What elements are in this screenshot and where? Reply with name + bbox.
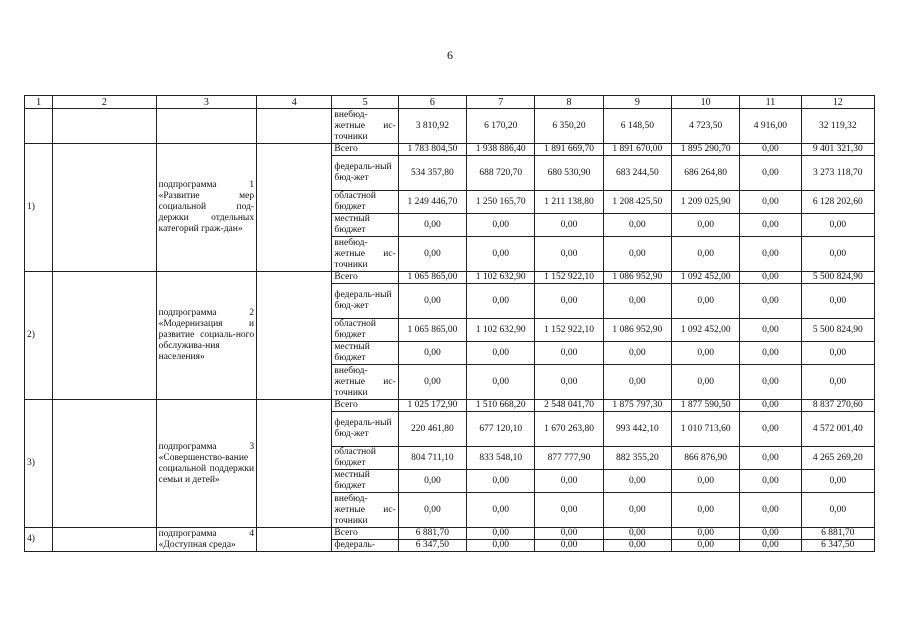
value-cell: 1 250 165,70 (467, 191, 535, 214)
table-row (25, 109, 875, 144)
value-cell: 1 092 452,00 (671, 319, 739, 342)
value-cell: 0,00 (603, 470, 671, 493)
value-cell: 1 208 425,50 (603, 191, 671, 214)
value-cell: 3 273 118,70 (801, 156, 874, 191)
value-cell: 1 086 952,90 (603, 272, 671, 284)
value-cell: 0,00 (603, 528, 671, 540)
value-cell: 2 548 041,70 (535, 400, 603, 412)
value-cell: 0,00 (603, 342, 671, 365)
value-cell: 0,00 (801, 237, 874, 272)
value-cell: 0,00 (398, 365, 466, 400)
value-cell: 6 170,20 (467, 109, 535, 144)
table-body (25, 96, 875, 552)
value-cell: 0,00 (535, 214, 603, 237)
value-cell: 1 211 138,80 (535, 191, 603, 214)
program-name-cell: подпрограмма 1 «Развитие мер социальной под-держки отдельных категорий граж-дан» (156, 144, 256, 272)
value-cell: 4 916,00 (740, 109, 801, 144)
value-cell: 0,00 (740, 156, 801, 191)
value-cell: 833 548,10 (467, 447, 535, 470)
value-cell: 1 891 669,70 (535, 144, 603, 156)
value-cell: 4 572 001,40 (801, 412, 874, 447)
value-cell: 0,00 (467, 493, 535, 528)
value-cell: 0,00 (535, 528, 603, 540)
value-cell: 686 264,80 (671, 156, 739, 191)
value-cell: 5 500 824,90 (801, 319, 874, 342)
column-header: 3 (156, 96, 256, 109)
column-header: 12 (801, 96, 874, 109)
value-cell: 0,00 (603, 237, 671, 272)
value-cell: 1 510 668,20 (467, 400, 535, 412)
program-name-cell: подпрограмма 4 «Доступная среда» (156, 528, 256, 552)
value-cell: 0,00 (801, 470, 874, 493)
value-cell: 9 401 321,30 (801, 144, 874, 156)
value-cell: 8 837 270,60 (801, 400, 874, 412)
value-cell: 1 092 452,00 (671, 272, 739, 284)
value-cell: 1 102 632,90 (467, 319, 535, 342)
value-cell: 220 461,80 (398, 412, 466, 447)
value-cell: 0,00 (740, 470, 801, 493)
value-cell: 3 810,92 (398, 109, 466, 144)
value-cell: 0,00 (740, 237, 801, 272)
empty-cell (257, 272, 332, 400)
funding-source-label: федераль-ный бюд-жет (332, 156, 398, 191)
value-cell: 0,00 (398, 237, 466, 272)
value-cell: 0,00 (467, 342, 535, 365)
value-cell: 0,00 (535, 470, 603, 493)
value-cell: 677 120,10 (467, 412, 535, 447)
funding-source-label: внебюд-жетные ис-точники (332, 109, 398, 144)
funding-source-label: федераль-ный бюд-жет (332, 412, 398, 447)
value-cell: 0,00 (467, 470, 535, 493)
empty-cell (53, 272, 156, 400)
value-cell: 0,00 (467, 365, 535, 400)
value-cell: 0,00 (671, 493, 739, 528)
value-cell: 0,00 (603, 214, 671, 237)
empty-cell (257, 109, 332, 144)
value-cell: 6 881,70 (801, 528, 874, 540)
column-header: 2 (53, 96, 156, 109)
funding-source-label: внебюд-жетные ис-точники (332, 237, 398, 272)
value-cell: 0,00 (535, 237, 603, 272)
value-cell: 866 876,90 (671, 447, 739, 470)
value-cell: 688 720,70 (467, 156, 535, 191)
value-cell: 0,00 (740, 214, 801, 237)
funding-source-label: местный бюджет (332, 214, 398, 237)
value-cell: 0,00 (398, 470, 466, 493)
value-cell: 882 355,20 (603, 447, 671, 470)
value-cell: 1 209 025,90 (671, 191, 739, 214)
program-name-cell: подпрограмма 3 «Совершенство-вание социальной поддержки семьи и детей» (156, 400, 256, 528)
column-header: 4 (257, 96, 332, 109)
funding-source-label: Всего (332, 272, 398, 284)
column-header: 9 (603, 96, 671, 109)
value-cell: 0,00 (603, 284, 671, 319)
value-cell: 1 249 446,70 (398, 191, 466, 214)
value-cell: 0,00 (467, 540, 535, 552)
value-cell: 1 102 632,90 (467, 272, 535, 284)
value-cell: 0,00 (467, 237, 535, 272)
column-header: 11 (740, 96, 801, 109)
column-header: 5 (332, 96, 398, 109)
value-cell: 1 670 263,80 (535, 412, 603, 447)
column-header: 1 (25, 96, 53, 109)
value-cell: 0,00 (398, 214, 466, 237)
value-cell: 0,00 (671, 237, 739, 272)
value-cell: 0,00 (801, 493, 874, 528)
value-cell: 0,00 (801, 342, 874, 365)
funding-source-label: внебюд-жетные ис-точники (332, 493, 398, 528)
empty-cell (53, 109, 156, 144)
value-cell: 0,00 (740, 540, 801, 552)
value-cell: 0,00 (535, 540, 603, 552)
value-cell: 0,00 (801, 365, 874, 400)
value-cell: 0,00 (603, 365, 671, 400)
value-cell: 680 530,90 (535, 156, 603, 191)
value-cell: 0,00 (671, 342, 739, 365)
empty-cell (53, 400, 156, 528)
row-number-cell: 2) (25, 272, 53, 400)
funding-source-label: Всего (332, 144, 398, 156)
empty-cell (53, 528, 156, 552)
table-row (25, 144, 875, 156)
value-cell: 1 895 290,70 (671, 144, 739, 156)
value-cell: 1 152 922,10 (535, 272, 603, 284)
value-cell: 1 152 922,10 (535, 319, 603, 342)
value-cell: 6 347,50 (398, 540, 466, 552)
table-row (25, 400, 875, 412)
funding-source-label: Всего (332, 400, 398, 412)
value-cell: 0,00 (740, 272, 801, 284)
value-cell: 5 500 824,90 (801, 272, 874, 284)
value-cell: 877 777,90 (535, 447, 603, 470)
value-cell: 6 347,50 (801, 540, 874, 552)
value-cell: 0,00 (603, 540, 671, 552)
value-cell: 1 065 865,00 (398, 272, 466, 284)
value-cell: 1 010 713,60 (671, 412, 739, 447)
header-row (25, 96, 875, 109)
value-cell: 0,00 (740, 191, 801, 214)
value-cell: 32 119,32 (801, 109, 874, 144)
value-cell: 0,00 (801, 284, 874, 319)
table-row (25, 528, 875, 540)
value-cell: 683 244,50 (603, 156, 671, 191)
value-cell: 0,00 (467, 284, 535, 319)
table-row (25, 272, 875, 284)
funding-source-label: Всего (332, 528, 398, 540)
value-cell: 0,00 (535, 284, 603, 319)
value-cell: 6 148,50 (603, 109, 671, 144)
column-header: 7 (467, 96, 535, 109)
funding-source-label: федераль- (332, 540, 398, 552)
value-cell: 1 891 670,00 (603, 144, 671, 156)
funding-source-label: областной бюджет (332, 447, 398, 470)
value-cell: 0,00 (603, 493, 671, 528)
value-cell: 6 881,70 (398, 528, 466, 540)
budget-table (24, 95, 875, 552)
funding-source-label: местный бюджет (332, 470, 398, 493)
empty-cell (257, 528, 332, 552)
value-cell: 0,00 (740, 144, 801, 156)
value-cell: 6 350,20 (535, 109, 603, 144)
value-cell: 1 938 886,40 (467, 144, 535, 156)
value-cell: 0,00 (740, 447, 801, 470)
value-cell: 4 265 269,20 (801, 447, 874, 470)
value-cell: 0,00 (398, 342, 466, 365)
column-header: 6 (398, 96, 466, 109)
value-cell: 0,00 (467, 214, 535, 237)
value-cell: 0,00 (740, 365, 801, 400)
column-header: 10 (671, 96, 739, 109)
funding-source-label: внебюд-жетные ис-точники (332, 365, 398, 400)
value-cell: 0,00 (801, 214, 874, 237)
column-header: 8 (535, 96, 603, 109)
value-cell: 0,00 (671, 528, 739, 540)
value-cell: 0,00 (671, 470, 739, 493)
funding-source-label: федераль-ный бюд-жет (332, 284, 398, 319)
row-number-cell (25, 109, 53, 144)
empty-cell (257, 400, 332, 528)
value-cell: 0,00 (535, 365, 603, 400)
row-number-cell: 3) (25, 400, 53, 528)
value-cell: 0,00 (740, 400, 801, 412)
funding-source-label: областной бюджет (332, 319, 398, 342)
value-cell: 993 442,10 (603, 412, 671, 447)
value-cell: 804 711,10 (398, 447, 466, 470)
program-name-cell (156, 109, 256, 144)
value-cell: 534 357,80 (398, 156, 466, 191)
value-cell: 0,00 (740, 342, 801, 365)
value-cell: 1 065 865,00 (398, 319, 466, 342)
value-cell: 0,00 (398, 493, 466, 528)
value-cell: 0,00 (740, 493, 801, 528)
value-cell: 0,00 (740, 319, 801, 342)
value-cell: 4 723,50 (671, 109, 739, 144)
value-cell: 0,00 (740, 412, 801, 447)
value-cell: 0,00 (671, 365, 739, 400)
funding-source-label: местный бюджет (332, 342, 398, 365)
value-cell: 0,00 (740, 528, 801, 540)
value-cell: 1 086 952,90 (603, 319, 671, 342)
value-cell: 0,00 (671, 540, 739, 552)
value-cell: 0,00 (671, 284, 739, 319)
value-cell: 0,00 (671, 214, 739, 237)
page-number: 6 (447, 48, 453, 62)
funding-source-label: областной бюджет (332, 191, 398, 214)
value-cell: 0,00 (535, 493, 603, 528)
value-cell: 0,00 (398, 284, 466, 319)
empty-cell (53, 144, 156, 272)
value-cell: 6 128 202,60 (801, 191, 874, 214)
program-name-cell: подпрограмма 2 «Модернизация и развитие социаль-ного обслужива-ния населения» (156, 272, 256, 400)
row-number-cell: 1) (25, 144, 53, 272)
row-number-cell: 4) (25, 528, 53, 552)
empty-cell (257, 144, 332, 272)
value-cell: 0,00 (535, 342, 603, 365)
value-cell: 1 783 804,50 (398, 144, 466, 156)
value-cell: 1 025 172,90 (398, 400, 466, 412)
value-cell: 1 875 797,30 (603, 400, 671, 412)
value-cell: 1 877 590,50 (671, 400, 739, 412)
value-cell: 0,00 (467, 528, 535, 540)
value-cell: 0,00 (740, 284, 801, 319)
